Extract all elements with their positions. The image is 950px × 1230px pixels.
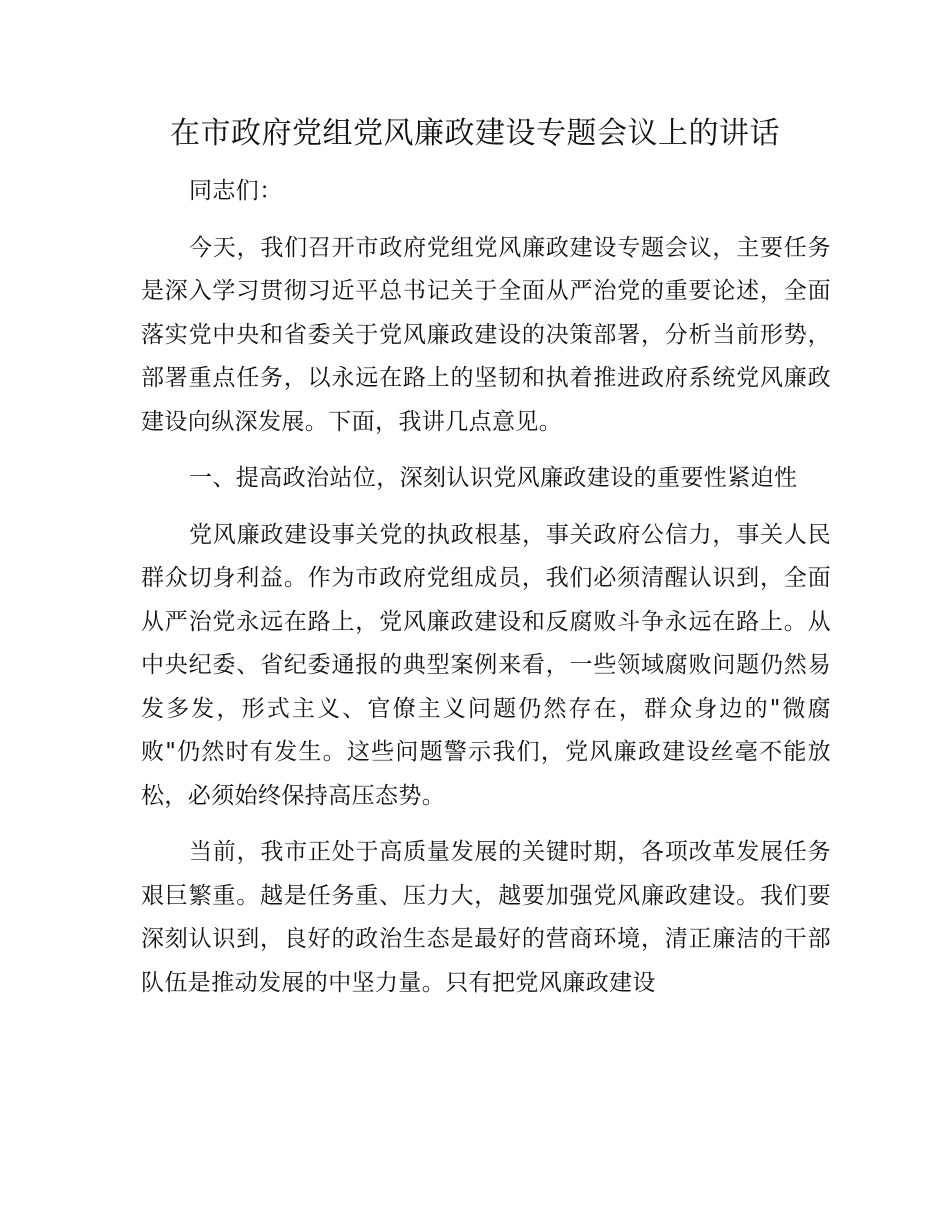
greeting-paragraph: 同志们：: [189, 178, 283, 204]
document-title: 在市政府党组党风廉政建设专题会议上的讲话: [170, 116, 780, 151]
intro-paragraph: 今天，我们召开市政府党组党风廉政建设专题会议，主要任务是深入学习贯彻习近平总书记关于全面从严治党的重要论述，全面落实党中央和省委关于党风廉政建设的决策部署，分析当前形势，部署重点任务，以永远在路上的坚韧和执着推进政府系统党风廉政建设向纵深发展。下面，我讲几点意见。: [141, 234, 831, 435]
body-paragraph: 当前，我市正处于高质量发展的关键时期，各项改革发展任务艰巨繁重。越是任务重、压力大，越要加强党风廉政建设。我们要深刻认识到，良好的政治生态是最好的营商环境，清正廉洁的干部队伍是推动发展的中坚力量。只有把党风廉政建设: [141, 839, 831, 996]
body-paragraph: 党风廉政建设事关党的执政根基，事关政府公信力，事关人民群众切身利益。作为市政府党组成员，我们必须清醒认识到，全面从严治党永远在路上，党风廉政建设和反腐败斗争永远在路上。从中央纪委、省纪委通报的典型案例来看，一些领域腐败问题仍然易发多发，形式主义、官僚主义问题仍然存在，群众身边的"微腐败"仍然时有发生。这些问题警示我们，党风廉政建设丝毫不能放松，必须始终保持高压态势。: [141, 521, 831, 809]
document-body: [141, 170, 831, 1005]
section-heading-1: 一、提高政治站位，深刻认识党风廉政建设的重要性紧迫性: [189, 465, 798, 491]
